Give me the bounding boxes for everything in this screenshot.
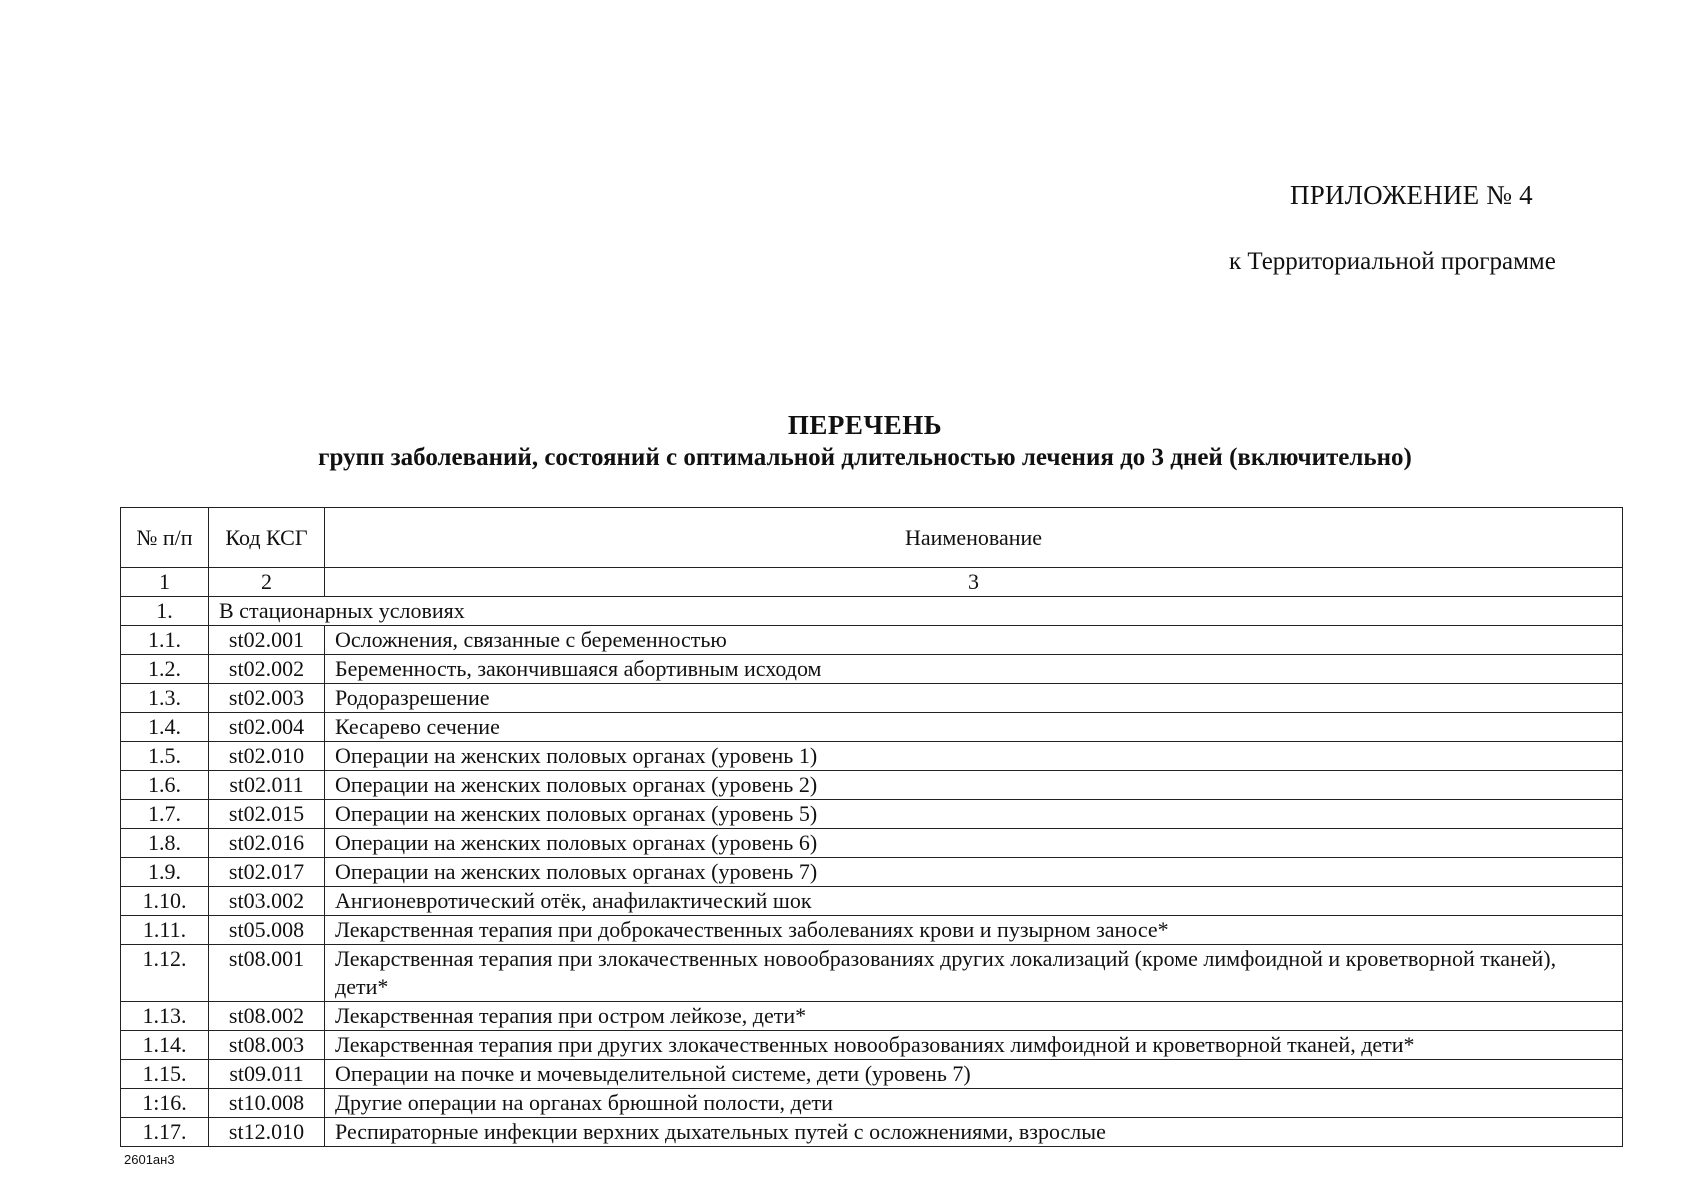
column-number-1: 1 xyxy=(121,568,209,597)
table-body xyxy=(121,597,1623,1147)
row-name: Операции на женских половых органах (уровень 7) xyxy=(325,858,1623,887)
row-number: 1.5. xyxy=(121,742,209,771)
table-row xyxy=(121,713,1623,742)
ksg-code: st08.003 xyxy=(209,1031,325,1060)
ksg-code: st03.002 xyxy=(209,887,325,916)
row-name: Беременность, закончившаяся абортивным исходом xyxy=(325,655,1623,684)
table-row xyxy=(121,916,1623,945)
row-name: Лекарственная терапия при других злокачественных новообразованиях лимфоидной и кроветворной тканей, дети* xyxy=(325,1031,1623,1060)
table-row xyxy=(121,945,1623,1002)
column-number-3: 3 xyxy=(325,568,1623,597)
row-number: 1.6. xyxy=(121,771,209,800)
table-row xyxy=(121,1089,1623,1118)
header-num: № п/п xyxy=(121,508,209,568)
ksg-code: st02.015 xyxy=(209,800,325,829)
table-row xyxy=(121,829,1623,858)
ksg-code: st08.001 xyxy=(209,945,325,1002)
ksg-code: st12.010 xyxy=(209,1118,325,1147)
ksg-code: st02.003 xyxy=(209,684,325,713)
column-number-2: 2 xyxy=(209,568,325,597)
row-name: Лекарственная терапия при доброкачественных заболеваниях крови и пузырном заносе* xyxy=(325,916,1623,945)
ksg-code: st09.011 xyxy=(209,1060,325,1089)
table-row xyxy=(121,771,1623,800)
row-name: Осложнения, связанные с беременностью xyxy=(325,626,1623,655)
row-name: Операции на женских половых органах (уровень 1) xyxy=(325,742,1623,771)
table-header-row xyxy=(121,508,1623,568)
appendix-subtitle: к Территориальной программе xyxy=(1229,248,1556,275)
document-subtitle: групп заболеваний, состояний с оптимальной длительностью лечения до 3 дней (включительно) xyxy=(318,444,1412,471)
table-row xyxy=(121,800,1623,829)
column-number-row xyxy=(121,568,1623,597)
ksg-code: st02.016 xyxy=(209,829,325,858)
table-row xyxy=(121,684,1623,713)
row-number: 1.13. xyxy=(121,1002,209,1031)
row-number: 1.4. xyxy=(121,713,209,742)
ksg-code: st02.001 xyxy=(209,626,325,655)
row-name: Операции на почке и мочевыделительной системе, дети (уровень 7) xyxy=(325,1060,1623,1089)
ksg-code: st02.004 xyxy=(209,713,325,742)
table-row xyxy=(121,1031,1623,1060)
row-name: Лекарственная терапия при злокачественных новообразованиях других локализаций (кроме лимфоидной и кроветворной тканей), дети* xyxy=(325,945,1623,1002)
row-number: 1.2. xyxy=(121,655,209,684)
row-number: 1.10. xyxy=(121,887,209,916)
table-row xyxy=(121,858,1623,887)
table-row xyxy=(121,1002,1623,1031)
table-row xyxy=(121,887,1623,916)
header-code: Код КСГ xyxy=(209,508,325,568)
ksg-code: st05.008 xyxy=(209,916,325,945)
row-name: Лекарственная терапия при остром лейкозе, дети* xyxy=(325,1002,1623,1031)
row-name: Операции на женских половых органах (уровень 5) xyxy=(325,800,1623,829)
header-name: Наименование xyxy=(325,508,1623,568)
table-row xyxy=(121,1060,1623,1089)
row-number: 1.11. xyxy=(121,916,209,945)
section-row xyxy=(121,597,1623,626)
row-number: 1.17. xyxy=(121,1118,209,1147)
row-number: 1.9. xyxy=(121,858,209,887)
row-number: 1.14. xyxy=(121,1031,209,1060)
row-name: Операции на женских половых органах (уровень 6) xyxy=(325,829,1623,858)
table-row xyxy=(121,1118,1623,1147)
ksg-code: st02.017 xyxy=(209,858,325,887)
row-name: Операции на женских половых органах (уровень 2) xyxy=(325,771,1623,800)
row-number: 1:16. xyxy=(121,1089,209,1118)
row-name: Другие операции на органах брюшной полости, дети xyxy=(325,1089,1623,1118)
row-number: 1.3. xyxy=(121,684,209,713)
ksg-code: st02.010 xyxy=(209,742,325,771)
appendix-title: ПРИЛОЖЕНИЕ № 4 xyxy=(1290,180,1533,210)
ksg-code: st02.002 xyxy=(209,655,325,684)
ksg-code: st08.002 xyxy=(209,1002,325,1031)
row-number: 1.8. xyxy=(121,829,209,858)
ksg-code: st10.008 xyxy=(209,1089,325,1118)
section-name: В стационарных условиях xyxy=(209,597,1623,626)
row-number: 1.15. xyxy=(121,1060,209,1089)
document-title: ПЕРЕЧЕНЬ xyxy=(787,410,943,440)
row-name: Кесарево сечение xyxy=(325,713,1623,742)
table-row xyxy=(121,626,1623,655)
ksg-code: st02.011 xyxy=(209,771,325,800)
ksg-table xyxy=(120,507,1623,1147)
row-number: 1.1. xyxy=(121,626,209,655)
row-name: Респираторные инфекции верхних дыхательных путей с осложнениями, взрослые xyxy=(325,1118,1623,1147)
table-row xyxy=(121,742,1623,771)
document-code: 2601ан3 xyxy=(124,1152,175,1167)
section-num: 1. xyxy=(121,597,209,626)
row-number: 1.12. xyxy=(121,945,209,1002)
row-number: 1.7. xyxy=(121,800,209,829)
row-name: Родоразрешение xyxy=(325,684,1623,713)
table-row xyxy=(121,655,1623,684)
row-name: Ангионевротический отёк, анафилактический шок xyxy=(325,887,1623,916)
